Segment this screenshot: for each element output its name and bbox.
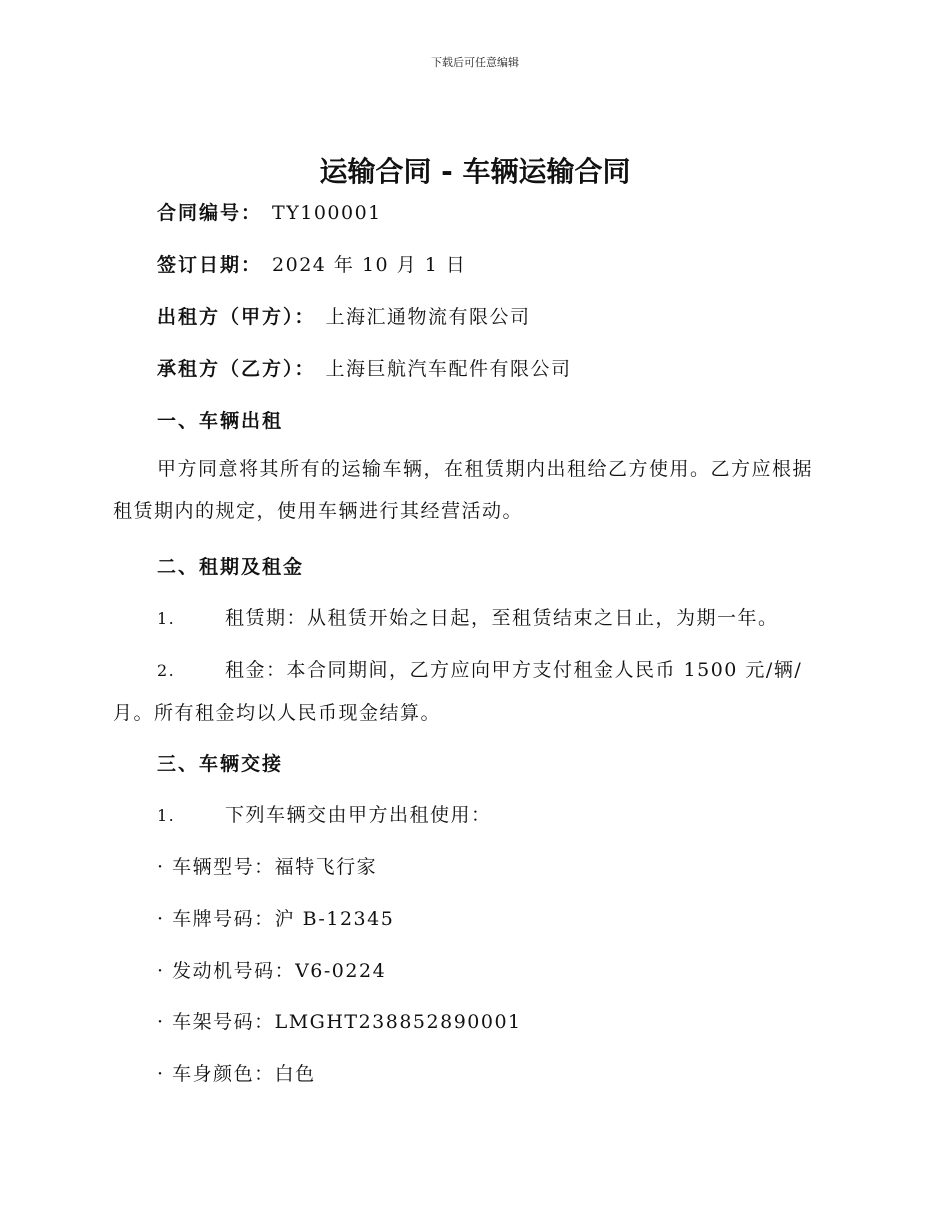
field-value: TY100001	[272, 202, 382, 224]
document-title: 运输合同 - 车辆运输合同	[319, 155, 631, 188]
field-label: 承租方（乙方）：	[157, 358, 316, 380]
field-value: 2024 年 10 月 1 日	[272, 254, 467, 276]
section-heading-1: 一、车辆出租	[157, 410, 284, 432]
vehicle-model: · 车辆型号：福特飞行家	[157, 856, 378, 878]
field-value: 上海巨航汽车配件有限公司	[325, 358, 572, 380]
section-heading-2: 二、租期及租金	[157, 556, 305, 578]
header-note: 下载后可任意编辑	[431, 56, 519, 69]
section-2-item-2-continuation: 月。所有租金均以人民币现金结算。	[113, 702, 442, 724]
item-text: 租金：本合同期间，乙方应向甲方支付租金人民币 1500 元/辆/	[225, 659, 803, 681]
vehicle-engine-number: · 发动机号码：V6-0224	[157, 960, 387, 982]
section-2-item-1	[157, 603, 779, 630]
field-value: 上海汇通物流有限公司	[325, 306, 531, 328]
item-number: 1.	[157, 806, 176, 825]
field-label: 出租方（甲方）：	[157, 306, 316, 328]
section-2-item-2	[157, 655, 802, 682]
vehicle-color: · 车身颜色：白色	[157, 1063, 316, 1085]
field-lessor	[157, 302, 531, 329]
field-contract-number	[157, 198, 382, 225]
section-heading-3: 三、车辆交接	[157, 753, 284, 775]
section-1-paragraph: 甲方同意将其所有的运输车辆，在租赁期内出租给乙方使用。乙方应根据租赁期内的规定，使用车辆进行其经营活动。	[113, 458, 814, 522]
field-sign-date	[157, 250, 466, 277]
field-label: 签订日期：	[157, 254, 263, 276]
field-lessee	[157, 354, 572, 381]
item-number: 1.	[157, 609, 176, 628]
item-text: 租赁期：从租赁开始之日起，至租赁结束之日止，为期一年。	[225, 607, 779, 629]
vehicle-plate: · 车牌号码：沪 B-12345	[157, 908, 395, 930]
field-label: 合同编号：	[157, 202, 263, 224]
section-3-item-1	[157, 800, 492, 827]
item-text: 下列车辆交由甲方出租使用：	[225, 804, 492, 826]
item-number: 2.	[157, 661, 176, 680]
vehicle-frame-number: · 车架号码：LMGHT238852890001	[157, 1011, 522, 1033]
